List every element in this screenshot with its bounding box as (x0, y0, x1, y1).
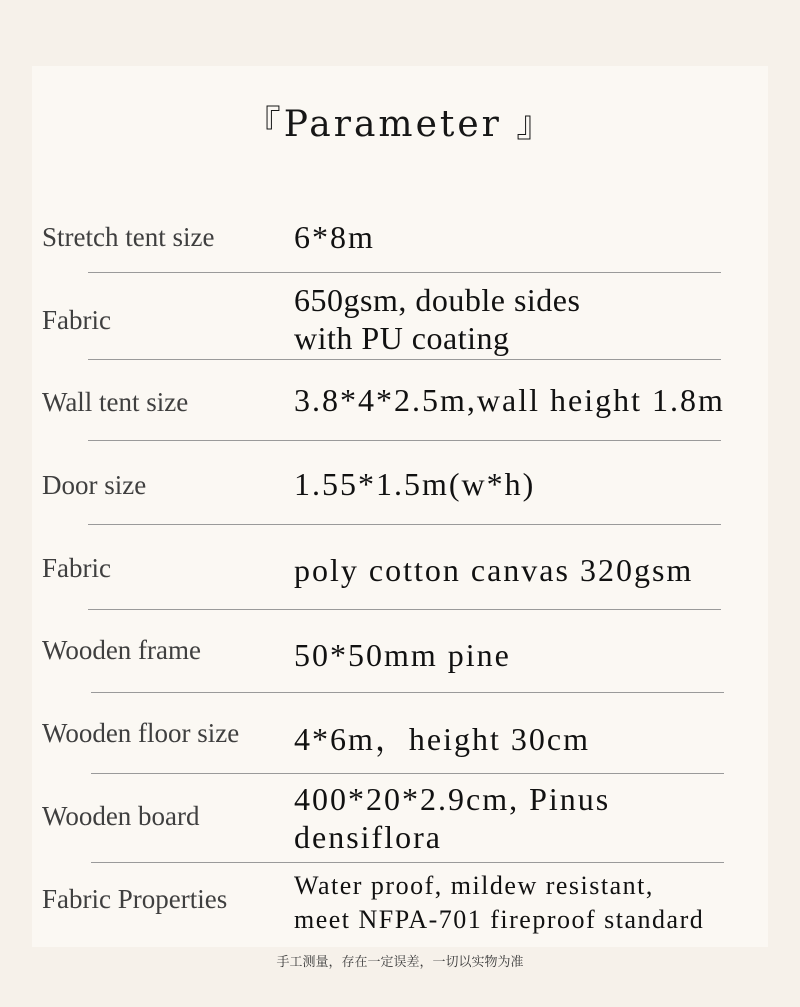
param-value-fabric-canvas: poly cotton canvas 320gsm (294, 552, 694, 588)
row-divider (88, 440, 721, 441)
param-label-wooden-board: Wooden board (42, 801, 200, 831)
param-label-wall-tent-size: Wall tent size (42, 387, 189, 417)
param-value-wooden-board-line-2: densiflora (294, 819, 442, 855)
param-value-fabric-properties-line-2: meet NFPA-701 fireproof standard (294, 905, 705, 934)
param-value-fabric-properties-line-1: Water proof, mildew resistant, (294, 871, 654, 900)
row-divider (91, 773, 724, 774)
param-value-wooden-floor-size: 4*6m，height 30cm (294, 721, 590, 757)
page-title: 『Parameter 』 (244, 104, 556, 145)
param-value-wooden-frame: 50*50mm pine (294, 637, 511, 673)
param-value-stretch-tent-size: 6*8m (294, 219, 375, 255)
footer-note: 手工测量，存在一定误差，一切以实物为准 (276, 955, 524, 970)
param-value-door-size: 1.55*1.5m(w*h) (294, 466, 536, 502)
row-divider (88, 524, 721, 525)
param-label-wooden-frame: Wooden frame (42, 635, 202, 665)
param-label-fabric-canvas: Fabric (42, 553, 111, 583)
row-divider (88, 609, 721, 610)
param-label-fabric-properties: Fabric Properties (42, 884, 228, 914)
param-value-fabric-line-2: with PU coating (294, 320, 510, 356)
row-divider (91, 692, 724, 693)
param-label-stretch-tent-size: Stretch tent size (42, 222, 215, 252)
param-value-fabric-line-1: 650gsm, double sides (294, 282, 581, 318)
row-divider (88, 272, 721, 273)
param-label-wooden-floor-size: Wooden floor size (42, 718, 240, 748)
param-value-wall-tent-size: 3.8*4*2.5m,wall height 1.8m (294, 382, 725, 418)
row-divider (88, 359, 721, 360)
param-value-wooden-board-line-1: 400*20*2.9cm, Pinus (294, 781, 611, 817)
row-divider (91, 862, 724, 863)
param-label-door-size: Door size (42, 470, 147, 500)
param-label-fabric: Fabric (42, 305, 111, 335)
